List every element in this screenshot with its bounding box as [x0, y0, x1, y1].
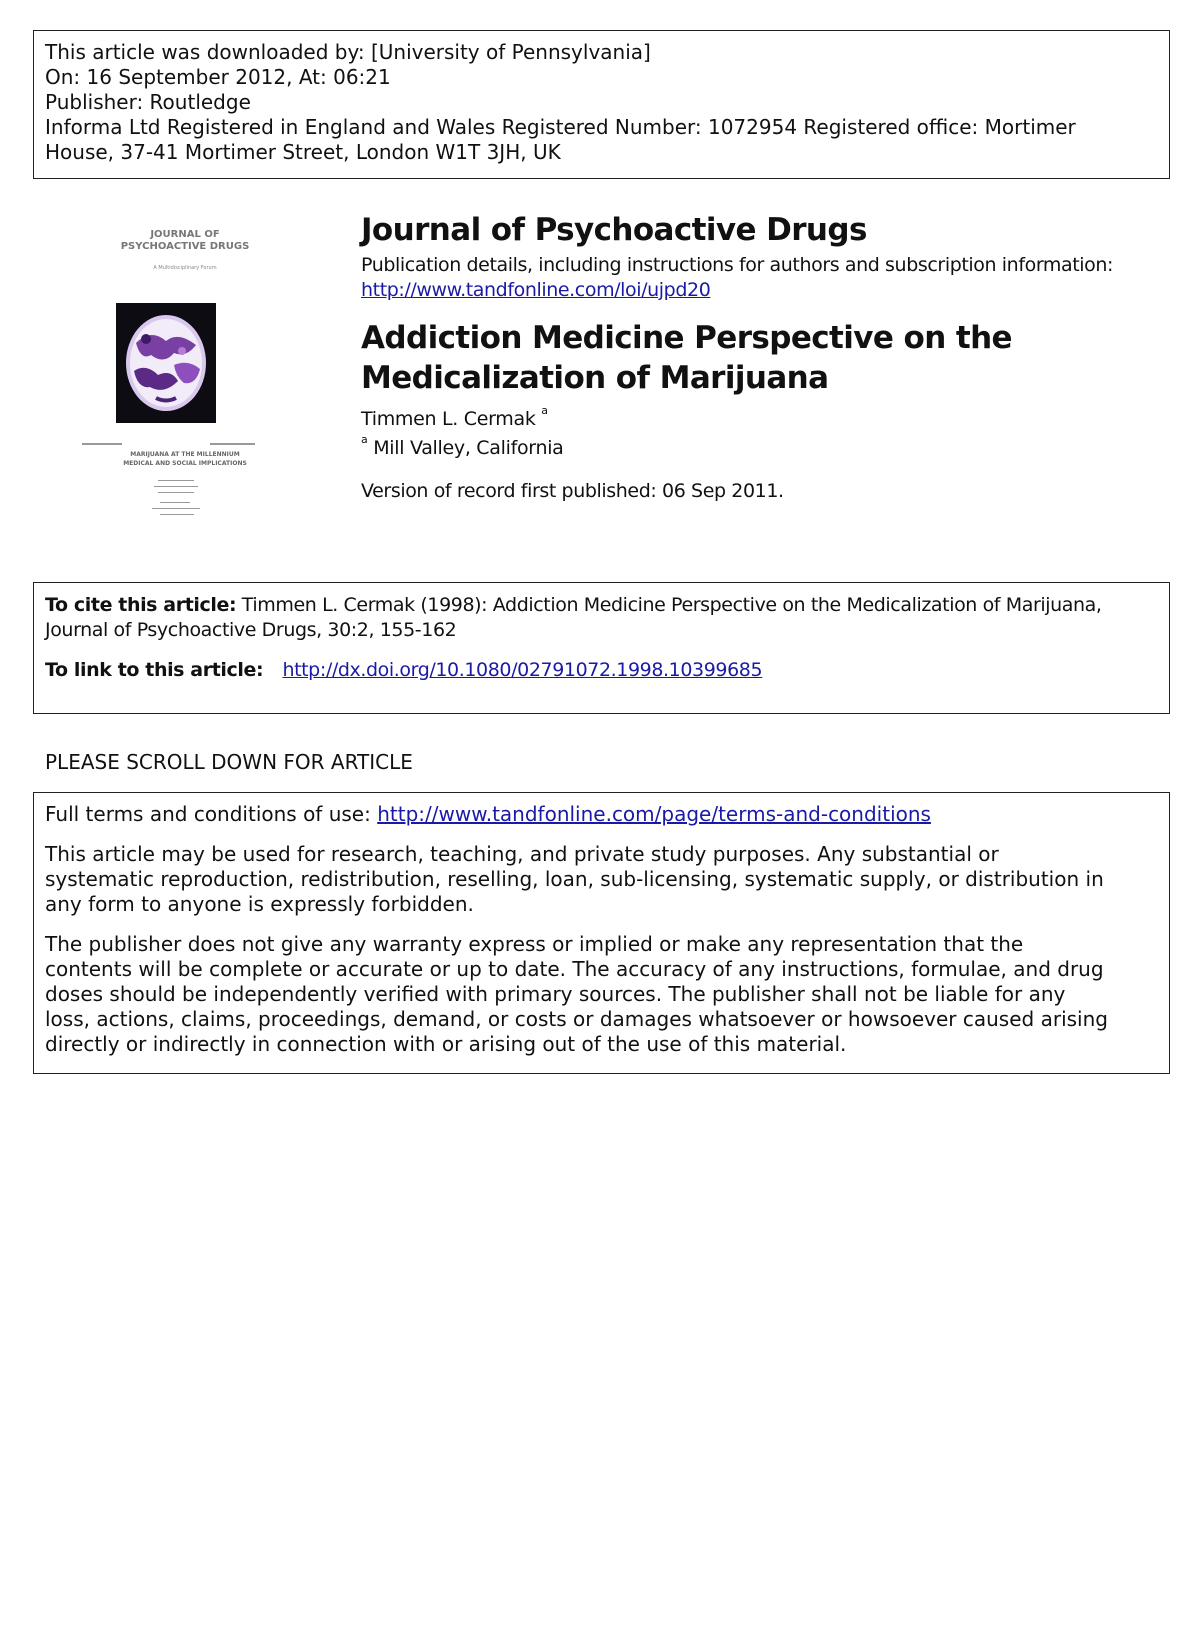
cite-text-line2: Journal of Psychoactive Drugs, 30:2, 155-162 [45, 619, 457, 641]
terms-line [45, 802, 1158, 827]
terms-link[interactable]: http://www.tandfonline.com/page/terms-and-conditions [377, 802, 931, 826]
brain-scan-image [116, 303, 216, 423]
scroll-notice: PLEASE SCROLL DOWN FOR ARTICLE [45, 750, 413, 774]
terms-p1-line2: systematic reproduction, redistribution, reselling, loan, sub-licensing, systematic supply, or distribution in [45, 867, 1104, 891]
journal-cover-image [80, 225, 290, 535]
address-line: House, 37-41 Mortimer Street, London W1T 3JH, UK [45, 140, 561, 164]
article-title [361, 318, 1012, 398]
cite-text-line1: Timmen L. Cermak (1998): Addiction Medicine Perspective on the Medicalization of Marijuana, [241, 594, 1102, 616]
terms-label: Full terms and conditions of use: [45, 802, 371, 826]
cite-label: To cite this article: [45, 594, 237, 616]
author-affiliation-marker: a [541, 404, 548, 417]
cover-title-line1: JOURNAL OF [150, 229, 220, 240]
download-date-line: On: 16 September 2012, At: 06:21 [45, 65, 391, 89]
cover-issue-line2: MEDICAL AND SOCIAL IMPLICATIONS [123, 460, 247, 467]
terms-p2-line5: directly or indirectly in connection with or arising out of the use of this material. [45, 1032, 847, 1056]
cover-issue-line1: MARIJUANA AT THE MILLENNIUM [130, 451, 240, 458]
citation-box [33, 582, 1170, 714]
affiliation-text: Mill Valley, California [373, 437, 564, 459]
cite-line1 [45, 593, 1158, 618]
terms-p2-line4: loss, actions, claims, proceedings, demand, or costs or damages whatsoever or howsoever caused arising [45, 1007, 1108, 1031]
cover-title-line2: PSYCHOACTIVE DRUGS [120, 241, 250, 252]
link-line [45, 658, 1158, 683]
version-of-record: Version of record first published: 06 Sep 2011. [361, 480, 784, 502]
terms-p2-line1: The publisher does not give any warranty express or implied or make any representation that the [45, 932, 1024, 956]
download-notice-box [33, 30, 1170, 179]
journal-title: Journal of Psychoactive Drugs [361, 212, 867, 248]
terms-paragraph-2 [45, 932, 1158, 1057]
journal-url-link[interactable]: http://www.tandfonline.com/loi/ujpd20 [361, 279, 711, 301]
article-title-line1: Addiction Medicine Perspective on the [361, 320, 1012, 356]
terms-p1-line1: This article may be used for research, teaching, and private study purposes. Any substantial or [45, 842, 999, 866]
doi-link[interactable]: http://dx.doi.org/10.1080/02791072.1998.10399685 [282, 659, 763, 681]
terms-p2-line2: contents will be complete or accurate or up to date. The accuracy of any instructions, formulae, and drug [45, 957, 1104, 981]
registration-line: Informa Ltd Registered in England and Wales Registered Number: 1072954 Registered office: Mortimer [45, 115, 1076, 139]
affiliation [361, 433, 564, 459]
cover-subtitle: A Multidisciplinary Forum [153, 265, 217, 271]
article-title-line2: Medicalization of Marijuana [361, 360, 829, 396]
terms-p2-line3: doses should be independently verified with primary sources. The publisher shall not be liable for any [45, 982, 1066, 1006]
affiliation-marker: a [361, 433, 368, 446]
link-label: To link to this article: [45, 659, 264, 681]
author [361, 404, 548, 430]
terms-p1-line3: any form to anyone is expressly forbidden. [45, 892, 474, 916]
publisher-line: Publisher: Routledge [45, 90, 251, 114]
download-notice-line: This article was downloaded by: [University of Pennsylvania] [45, 40, 651, 64]
terms-box [33, 792, 1170, 1074]
publication-details: Publication details, including instructions for authors and subscription information: [361, 254, 1114, 276]
author-name: Timmen L. Cermak [361, 408, 536, 430]
terms-paragraph-1 [45, 842, 1158, 917]
